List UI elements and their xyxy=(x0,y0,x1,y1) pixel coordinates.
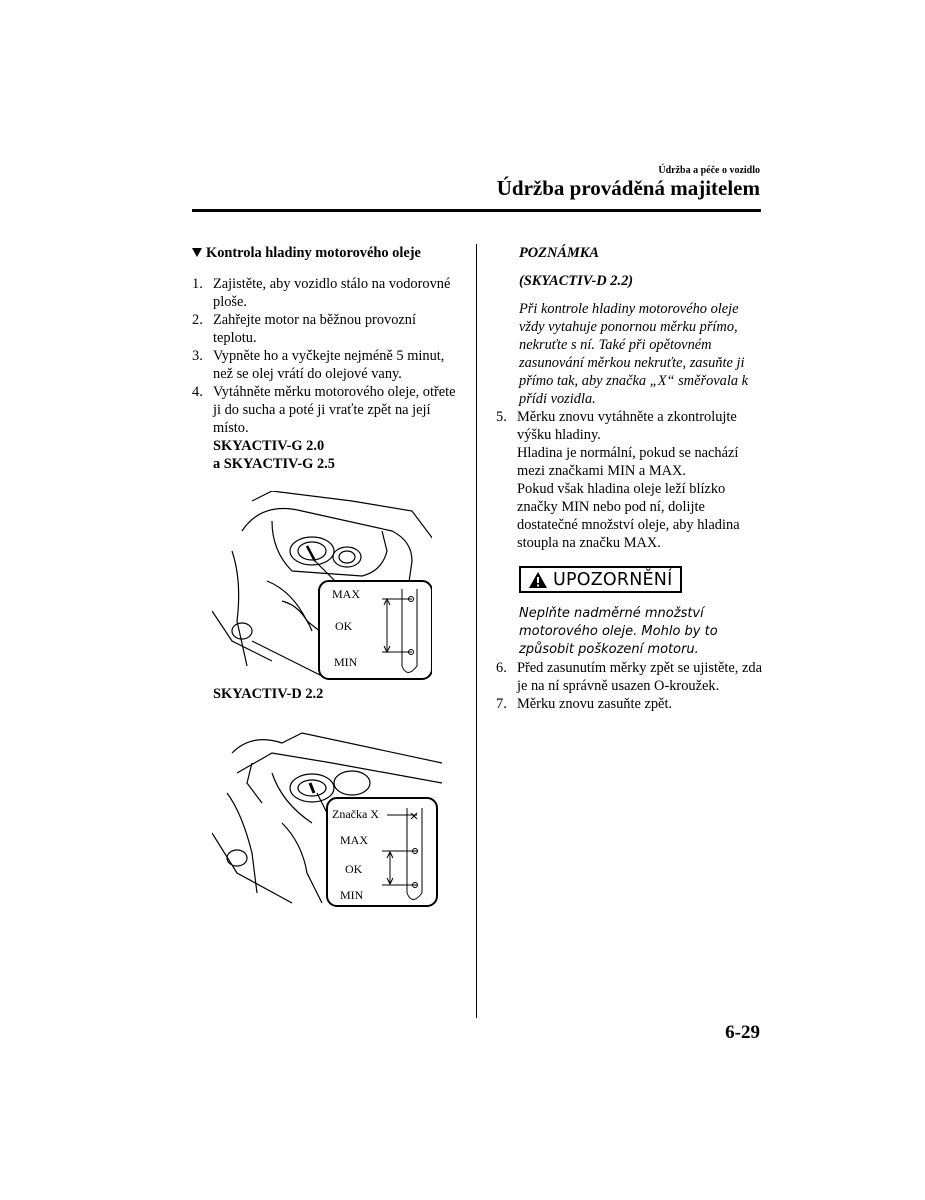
figure-diesel-ok-label: OK xyxy=(345,862,363,876)
list-item xyxy=(496,659,766,695)
title-rule xyxy=(192,209,761,212)
figure-petrol-min-label: MIN xyxy=(334,655,358,669)
step-number: 7. xyxy=(496,696,507,712)
warning-label: UPOZORNĚNÍ xyxy=(553,570,673,590)
figure-diesel-dipstick xyxy=(212,723,442,908)
list-item xyxy=(192,347,462,383)
section-heading xyxy=(192,244,462,262)
list-item xyxy=(496,695,766,713)
step-number: 4. xyxy=(192,384,203,400)
step-text: Měrku znovu zasuňte zpět. xyxy=(517,696,673,712)
step-text: Vypněte ho a vyčkejte nejméně 5 minut, než se olej vrátí do olejové vany. xyxy=(213,348,445,382)
engine-illustration-diesel xyxy=(212,723,442,908)
steps-list-left xyxy=(192,275,462,473)
step-number: 5. xyxy=(496,409,507,425)
figure-diesel-mark-x-label: Značka X xyxy=(332,807,379,821)
note-subtitle: (SKYACTIV-D 2.2) xyxy=(519,273,634,289)
step-text: Hladina je normální, pokud se nachází mezi značkami MIN a MAX. xyxy=(517,445,739,479)
step-text: Pokud však hladina oleje leží blízko značky MIN nebo pod ní, dolijte dostatečné množství oleje, aby hladina stoupla na značku MAX. xyxy=(517,481,740,551)
section-heading-text: Kontrola hladiny motorového oleje xyxy=(206,245,421,261)
page-title: Údržba prováděná majitelem xyxy=(496,176,760,200)
step-number: 2. xyxy=(192,312,203,328)
list-item xyxy=(192,383,462,473)
step-number: 1. xyxy=(192,276,203,292)
model-petrol-line2: a SKYACTIV-G 2.5 xyxy=(213,456,335,472)
step-number: 3. xyxy=(192,348,203,364)
step-text: Zajistěte, aby vozidlo stálo na vodorovné ploše. xyxy=(213,276,451,310)
list-item xyxy=(192,311,462,347)
figure-petrol-dipstick xyxy=(212,491,432,681)
right-column xyxy=(496,244,766,713)
list-item xyxy=(496,408,766,552)
note-text: Při kontrole hladiny motorového oleje vždy vytahuje ponornou měrku přímo, nekruťte s ní. Také při opětovném zasunování měrkou nekruťte, zasuňte ji přímo tak, aby značka „X“ směřovala k přídi vozidla. xyxy=(519,301,749,407)
model-petrol-line1: SKYACTIV-G 2.0 xyxy=(213,438,325,454)
figure-diesel-max-label: MAX xyxy=(340,833,369,847)
engine-illustration-petrol xyxy=(212,491,432,681)
steps-list-right-5 xyxy=(496,408,766,552)
note-title: POZNÁMKA xyxy=(519,245,599,261)
running-head: Údržba a péče o vozidlo xyxy=(658,165,760,176)
warning-box xyxy=(519,566,682,593)
warning-text: Neplňte nadměrné množství motorového oleje. Mohlo by to způsobit poškození motoru. xyxy=(519,606,718,657)
model-diesel: SKYACTIV-D 2.2 xyxy=(213,686,324,702)
step-text: Vytáhněte měrku motorového oleje, otřete ji do sucha a poté ji vraťte zpět na její místo. xyxy=(213,384,456,436)
list-item xyxy=(192,275,462,311)
warning-triangle-icon xyxy=(529,572,547,588)
column-divider xyxy=(476,244,477,1018)
step-text: Měrku znovu vytáhněte a zkontrolujte výšku hladiny. xyxy=(517,409,737,443)
figure-petrol-max-label: MAX xyxy=(332,587,361,601)
page-number: 6-29 xyxy=(725,1022,760,1043)
figure-diesel-min-label: MIN xyxy=(340,888,364,902)
figure-petrol-ok-label: OK xyxy=(335,619,353,633)
step-text: Před zasunutím měrky zpět se ujistěte, zda je na ní správně usazen O-kroužek. xyxy=(517,660,762,694)
steps-list-right xyxy=(496,659,766,713)
step-number: 6. xyxy=(496,660,507,676)
step-text: Zahřejte motor na běžnou provozní teplotu. xyxy=(213,312,416,346)
triangle-bullet-icon xyxy=(192,248,202,257)
left-column xyxy=(192,244,462,908)
